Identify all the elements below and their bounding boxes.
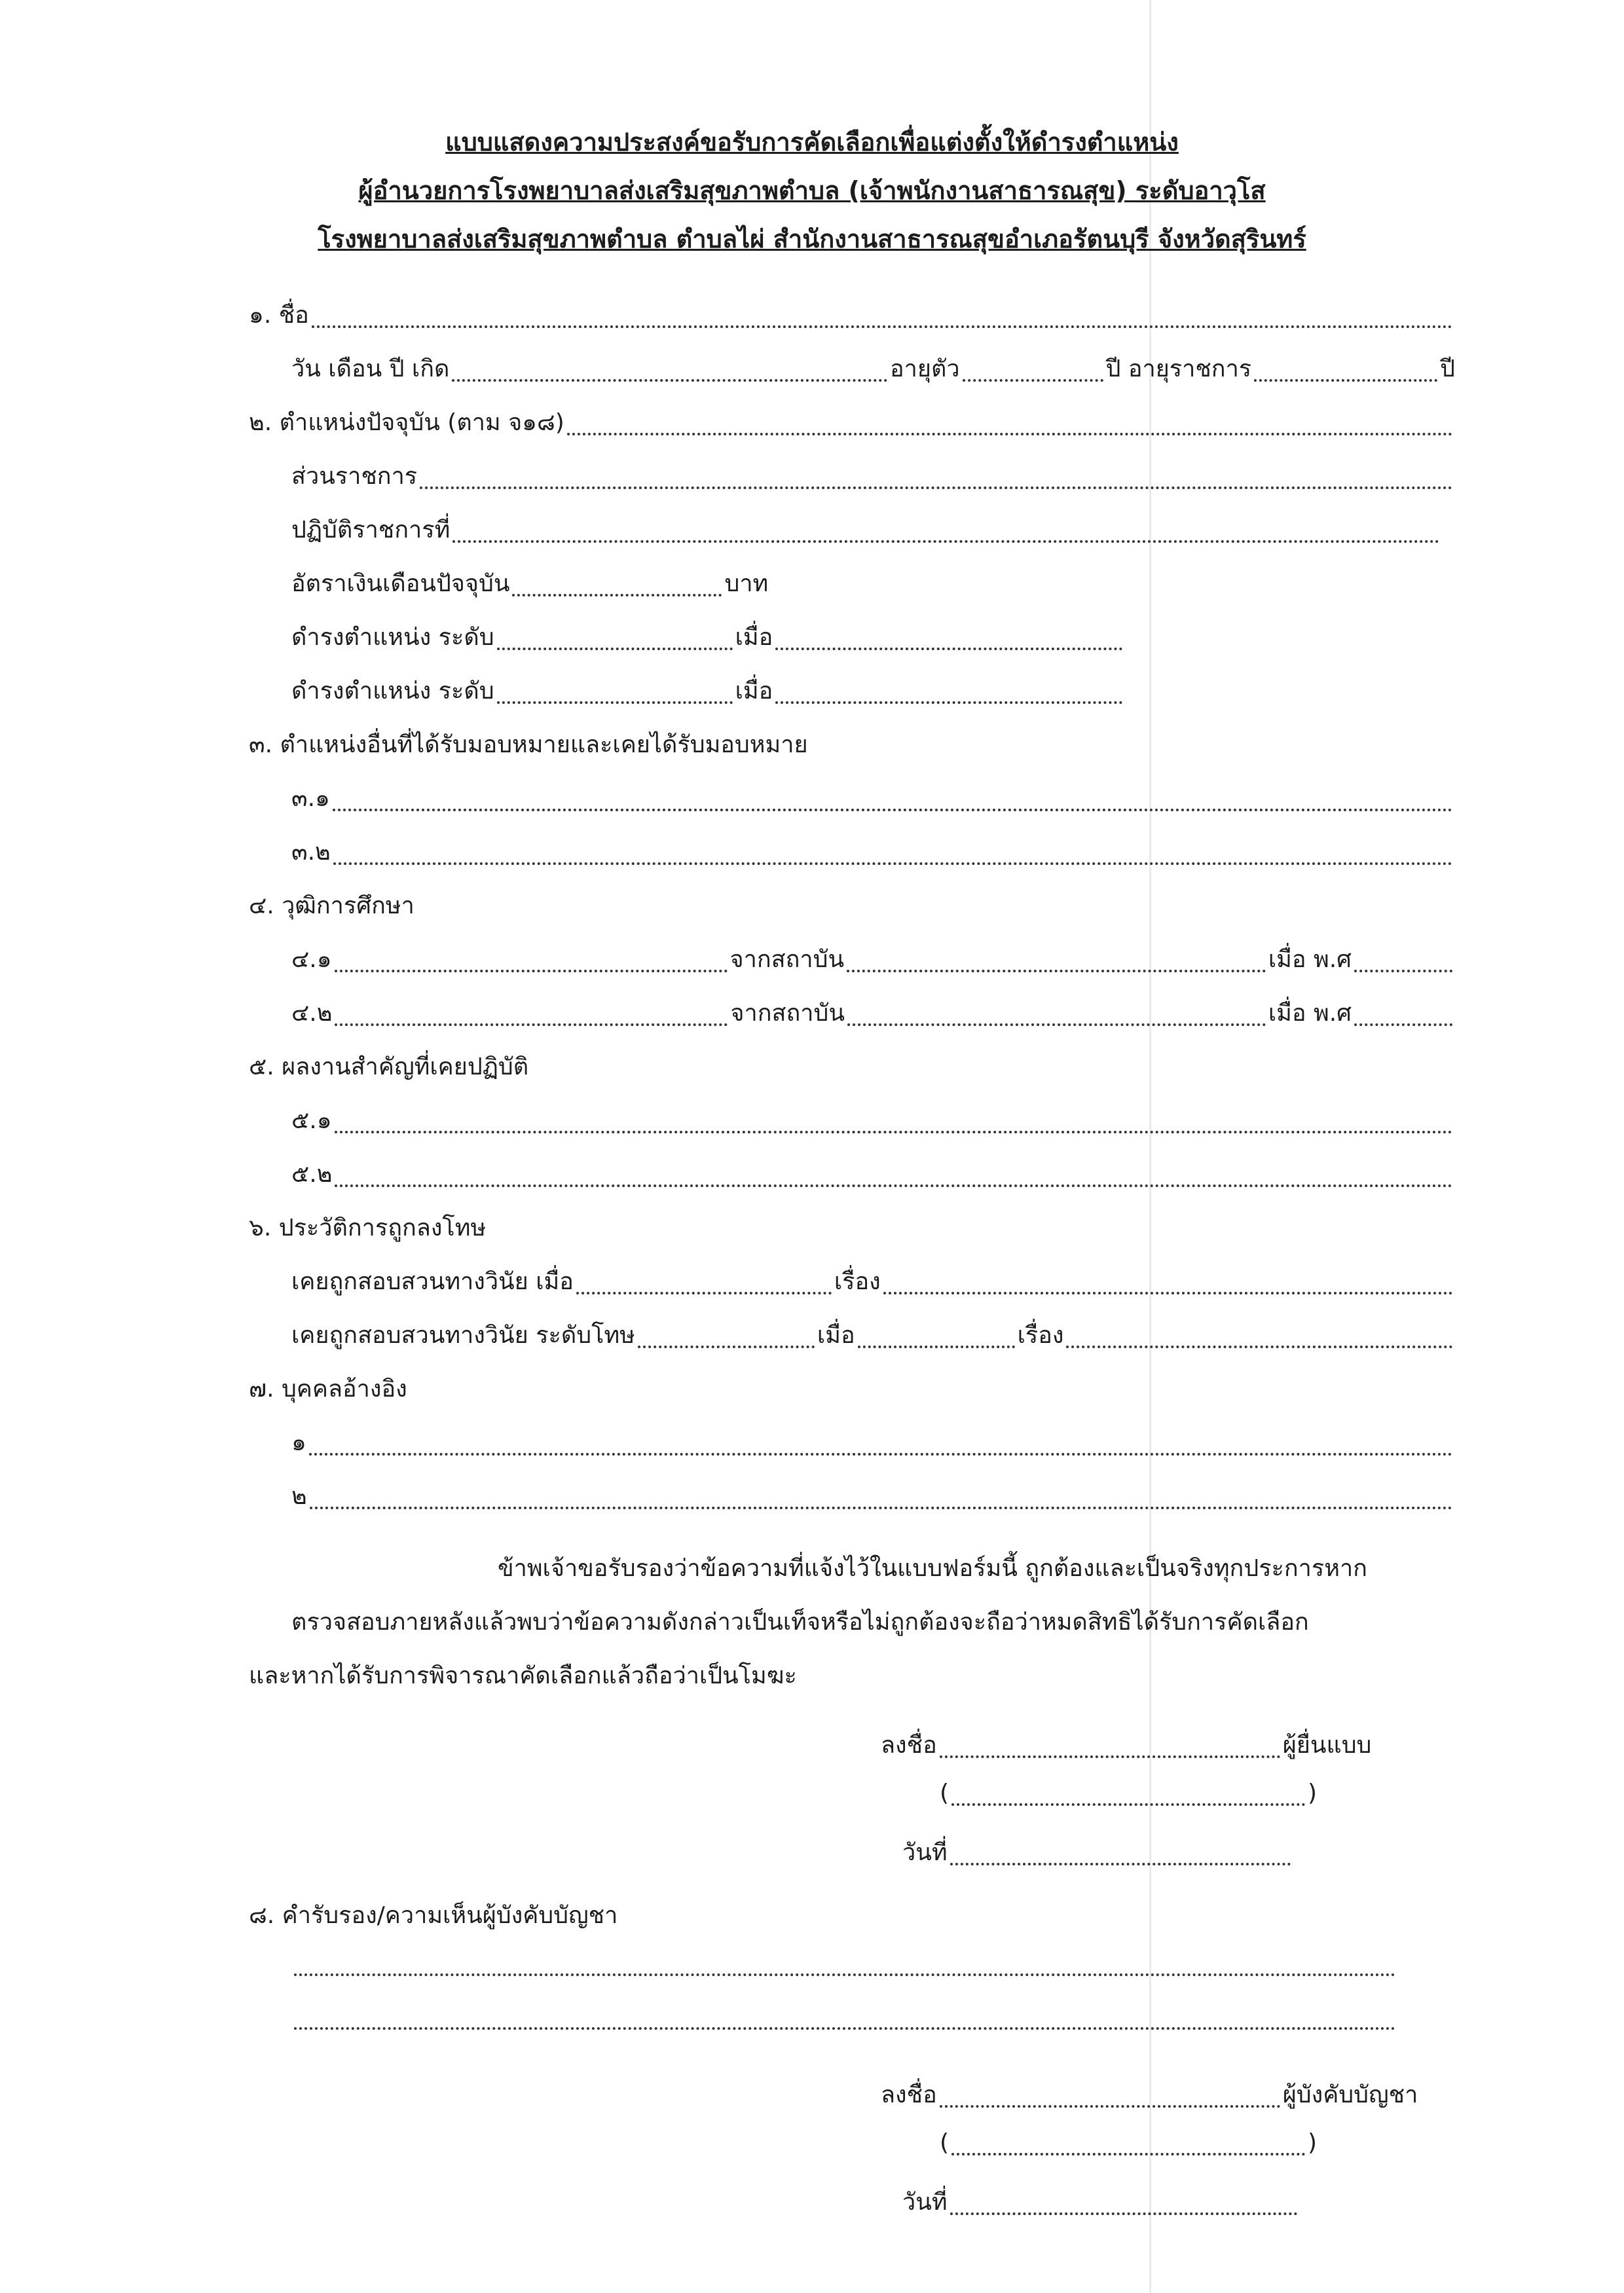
- penalty-field[interactable]: [638, 1322, 815, 1348]
- sign-label: ลงชื่อ: [881, 1732, 937, 1759]
- be-label: เมื่อ พ.ศ: [1268, 946, 1352, 973]
- item-number: ๒: [291, 1483, 307, 1510]
- position-field[interactable]: [567, 409, 1452, 435]
- certification-line-1: ข้าพเจ้าขอรับรองว่าข้อความที่แจ้งไว้ในแบบฟอร์มนี้ ถูกต้องและเป็นจริงทุกประการหาก: [498, 1555, 1367, 1582]
- level-label: ดำรงตำแหน่ง ระดับ: [291, 678, 494, 705]
- age-label: อายุตัว: [890, 356, 960, 382]
- supervisor-comment-field-2[interactable]: [294, 2004, 1395, 2030]
- investigation-level-label: เคยถูกสอบสวนทางวินัย ระดับโทษ: [291, 1322, 635, 1349]
- investigation-when-field[interactable]: [576, 1268, 832, 1294]
- subject-2-field[interactable]: [1066, 1322, 1452, 1348]
- subject-label: เรื่อง: [1017, 1322, 1064, 1349]
- applicant-name-row: [940, 1780, 1317, 1811]
- when-field[interactable]: [858, 1322, 1015, 1348]
- institution-label: จากสถาบัน: [729, 946, 845, 973]
- be-1-field[interactable]: [1354, 946, 1452, 972]
- other-positions-label: ๓. ตำแหน่งอื่นที่ได้รับมอบหมายและเคยได้รับมอบหมาย: [249, 731, 808, 758]
- reference-2-field[interactable]: [310, 1483, 1452, 1509]
- supervisor-role-label: ผู้บังคับบัญชา: [1282, 2082, 1418, 2108]
- supervisor-date-row: [902, 2183, 1300, 2220]
- title-line-3: โรงพยาบาลส่งเสริมสุขภาพตำบล ตำบลไผ่ สำนักงานสาธารณสุขอำเภอรัตนบุรี จังหวัดสุรินทร์: [318, 225, 1306, 253]
- item-number: ๑: [291, 1429, 306, 1456]
- work-2-field[interactable]: [335, 1161, 1452, 1187]
- institution-2-field[interactable]: [847, 1000, 1266, 1026]
- applicant-signature-field[interactable]: [940, 1732, 1280, 1758]
- item-number: ๔.๒: [291, 1000, 333, 1027]
- discipline-heading: [249, 1209, 486, 1246]
- close-paren: ): [1308, 2129, 1318, 2156]
- agency-row: [291, 457, 1455, 494]
- reference-1-row: [291, 1423, 1455, 1461]
- supervisor-comment-field-1[interactable]: [294, 1950, 1395, 1976]
- date-label: วันที่: [902, 1839, 948, 1866]
- degree-2-field[interactable]: [335, 1000, 728, 1026]
- level-when-field[interactable]: [775, 624, 1122, 650]
- agency-label: ส่วนราชการ: [291, 463, 418, 490]
- position-row: [249, 403, 1455, 441]
- references-heading: [249, 1370, 407, 1407]
- applicant-sign-row: [881, 1726, 1371, 1763]
- item-number: ๓.๒: [291, 839, 331, 866]
- other-position-2-row: [291, 833, 1455, 870]
- subject-field[interactable]: [883, 1268, 1452, 1294]
- be-label: เมื่อ พ.ศ: [1268, 1000, 1352, 1027]
- applicant-role-label: ผู้ยื่นแบบ: [1282, 1732, 1372, 1759]
- item-number: ๔.๑: [291, 946, 332, 973]
- name-row: [249, 296, 1455, 333]
- reference-1-field[interactable]: [309, 1429, 1452, 1456]
- title-line-1: แบบแสดงความประสงค์ขอรับการคัดเลือกเพื่อแต่งตั้งให้ดำรงตำแหน่ง: [445, 128, 1179, 156]
- workplace-field[interactable]: [452, 517, 1439, 543]
- level-field[interactable]: [497, 624, 733, 650]
- birth-field[interactable]: [452, 356, 887, 382]
- close-paren: ): [1308, 1780, 1318, 1807]
- level-when-label: เมื่อ: [735, 678, 773, 705]
- level-field[interactable]: [497, 678, 733, 704]
- birth-row: [291, 350, 1455, 387]
- other-position-1-field[interactable]: [333, 785, 1452, 811]
- work-2-row: [291, 1155, 1455, 1192]
- salary-label: อัตราเงินเดือนปัจจุบัน: [291, 570, 510, 597]
- certification-line-2: ตรวจสอบภายหลังแล้วพบว่าข้อความดังกล่าวเป็นเท็จหรือไม่ถูกต้องจะถือว่าหมดสิทธิได้รับการคัดเลือก: [291, 1609, 1309, 1636]
- subject-label: เรื่อง: [834, 1268, 881, 1295]
- service-label: ปี อายุราชการ: [1105, 356, 1252, 382]
- works-heading: [249, 1048, 528, 1085]
- item-number: ๓.๑: [291, 785, 330, 812]
- name-field[interactable]: [312, 302, 1452, 328]
- scan-artifact: [1149, 0, 1151, 2293]
- other-position-2-field[interactable]: [333, 839, 1452, 865]
- date-label: วันที่: [902, 2189, 948, 2216]
- work-1-field[interactable]: [335, 1107, 1452, 1133]
- level-when-field[interactable]: [775, 678, 1122, 704]
- education-label: ๔. วุฒิการศึกษา: [249, 892, 415, 919]
- level-row-1: [291, 618, 1125, 655]
- investigation-level-row: [291, 1316, 1455, 1353]
- workplace-label: ปฏิบัติราชการที่: [291, 517, 451, 543]
- institution-1-field[interactable]: [847, 946, 1266, 972]
- salary-row: [291, 564, 768, 602]
- level-row-2: [291, 672, 1125, 709]
- supervisor-comment-row-1: [291, 1950, 1398, 1981]
- work-1-row: [291, 1101, 1455, 1139]
- supervisor-signature-field[interactable]: [940, 2082, 1280, 2108]
- certification-line-3: และหากได้รับการพิจารณาคัดเลือกแล้วถือว่าเป็นโมฆะ: [249, 1662, 797, 1689]
- be-2-field[interactable]: [1354, 1000, 1452, 1026]
- supervisor-sign-row: [881, 2076, 1418, 2113]
- open-paren: (: [940, 1780, 950, 1807]
- title-line-2: ผู้อำนวยการโรงพยาบาลส่งเสริมสุขภาพตำบล (เจ้าพนักงานสาธารณสุข) ระดับอาวุโส: [358, 176, 1266, 205]
- references-label: ๗. บุคคลอ้างอิง: [249, 1376, 407, 1403]
- supervisor-label: ๘. คำรับรอง/ความเห็นผู้บังคับบัญชา: [249, 1902, 618, 1929]
- sign-label: ลงชื่อ: [881, 2082, 937, 2108]
- service-field[interactable]: [1254, 356, 1437, 382]
- birth-label: วัน เดือน ปี เกิด: [291, 356, 450, 382]
- investigation-when-row: [291, 1262, 1455, 1300]
- institution-label: จากสถาบัน: [730, 1000, 845, 1027]
- level-label: ดำรงตำแหน่ง ระดับ: [291, 624, 494, 651]
- education-2-row: [291, 994, 1455, 1031]
- education-1-row: [291, 940, 1455, 978]
- supervisor-date-field[interactable]: [950, 2189, 1297, 2215]
- degree-1-field[interactable]: [335, 946, 728, 972]
- item-number: ๕.๑: [291, 1107, 332, 1134]
- supervisor-name-row: [940, 2129, 1317, 2161]
- baht-label: บาท: [724, 570, 769, 597]
- supervisor-name-field[interactable]: [951, 2129, 1305, 2155]
- item-number: ๕.๒: [291, 1161, 333, 1188]
- supervisor-heading: [249, 1896, 618, 1934]
- reference-2-row: [291, 1477, 1455, 1514]
- salary-field[interactable]: [512, 570, 722, 596]
- when-label: เมื่อ: [817, 1322, 855, 1349]
- other-positions-heading: [249, 725, 808, 763]
- works-label: ๕. ผลงานสำคัญที่เคยปฏิบัติ: [249, 1054, 529, 1080]
- workplace-row: [291, 511, 1442, 548]
- position-label: ๒. ตำแหน่งปัจจุบัน (ตาม จ๑๘): [249, 409, 564, 436]
- level-when-label: เมื่อ: [735, 624, 773, 651]
- applicant-date-field[interactable]: [950, 1839, 1291, 1865]
- name-label: ๑. ชื่อ: [249, 302, 309, 329]
- applicant-name-field[interactable]: [951, 1780, 1305, 1806]
- other-position-1-row: [291, 779, 1455, 816]
- year-label: ปี: [1440, 356, 1455, 382]
- open-paren: (: [940, 2129, 950, 2156]
- age-field[interactable]: [963, 356, 1103, 382]
- education-heading: [249, 887, 415, 924]
- applicant-date-row: [902, 1833, 1293, 1871]
- supervisor-comment-row-2: [291, 2004, 1398, 2035]
- discipline-label: ๖. ประวัติการถูกลงโทษ: [249, 1215, 487, 1241]
- agency-field[interactable]: [420, 463, 1452, 489]
- investigation-when-label: เคยถูกสอบสวนทางวินัย เมื่อ: [291, 1268, 574, 1295]
